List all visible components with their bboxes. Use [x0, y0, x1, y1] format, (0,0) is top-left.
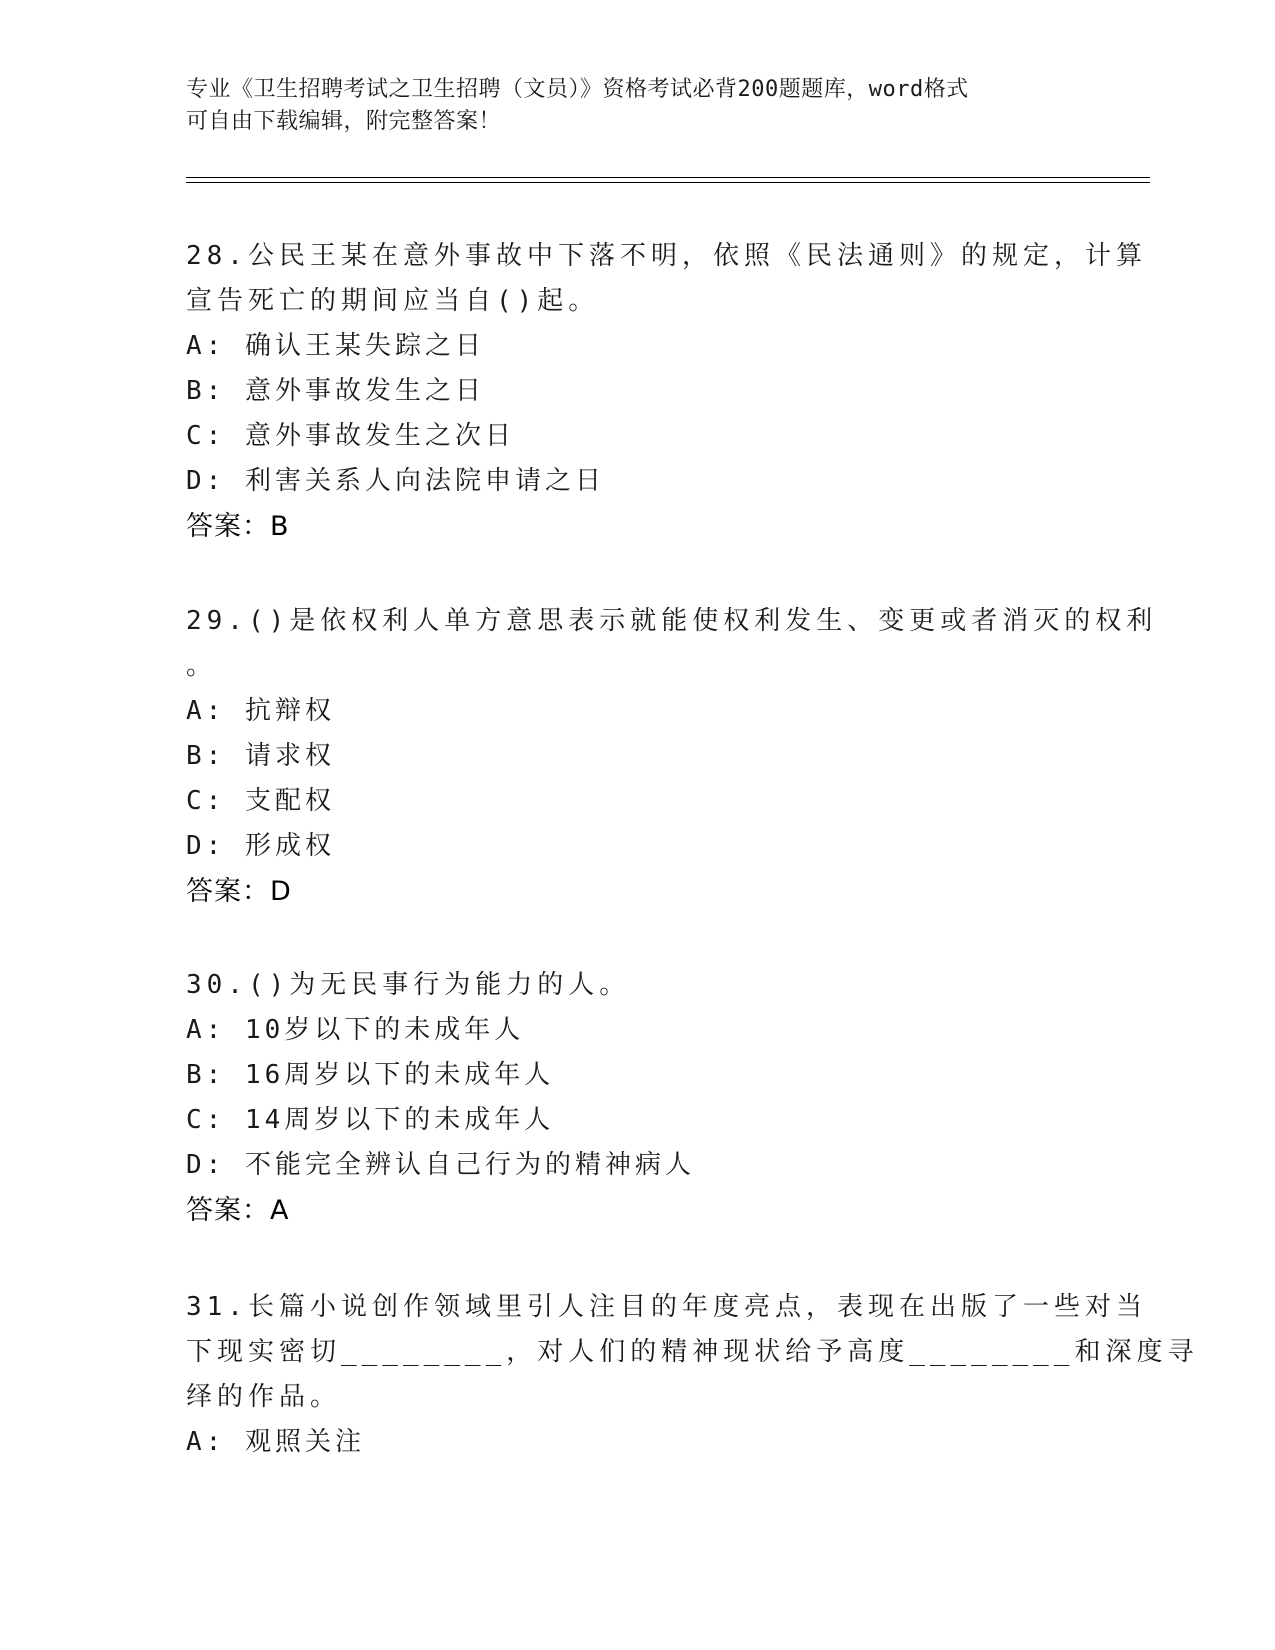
question-stem-line: 31.长篇小说创作领域里引人注目的年度亮点，表现在出版了一些对当: [186, 1292, 1147, 1322]
option-a: A: 10岁以下的未成年人: [186, 1015, 525, 1045]
header-line: 可自由下载编辑，附完整答案！: [186, 109, 502, 134]
option-b: B: 16周岁以下的未成年人: [186, 1060, 555, 1090]
header-divider: [186, 177, 1150, 178]
answer-line: 答案：B: [186, 511, 290, 542]
option-d: D: 利害关系人向法院申请之日: [186, 466, 605, 496]
question-stem-line: 下现实密切________，对人们的精神现状给予高度________和深度寻: [186, 1337, 1199, 1367]
option-d: D: 形成权: [186, 831, 335, 861]
question-stem-line: 绎的作品。: [186, 1382, 342, 1412]
question-block: [186, 599, 1158, 914]
option-c: C: 14周岁以下的未成年人: [186, 1105, 555, 1135]
question-stem-line: 宣告死亡的期间应当自()起。: [186, 286, 600, 316]
document-header: [186, 74, 1066, 138]
header-line: 专业《卫生招聘考试之卫生招聘（文员）》资格考试必背200题题库，word格式: [186, 77, 969, 102]
header-divider: [186, 182, 1150, 183]
option-a: A: 观照关注: [186, 1427, 365, 1457]
question-block: [186, 1285, 1199, 1465]
answer-line: 答案：A: [186, 1195, 290, 1226]
option-b: B: 请求权: [186, 741, 335, 771]
option-c: C: 意外事故发生之次日: [186, 421, 515, 451]
option-c: C: 支配权: [186, 786, 335, 816]
option-d: D: 不能完全辨认自己行为的精神病人: [186, 1150, 695, 1180]
question-block: [186, 963, 1086, 1233]
question-stem-line: 28.公民王某在意外事故中下落不明，依照《民法通则》的规定，计算: [186, 241, 1147, 271]
question-stem-line: 29.()是依权利人单方意思表示就能使权利发生、变更或者消灭的权利: [186, 606, 1158, 636]
question-stem-line: 30.()为无民事行为能力的人。: [186, 970, 631, 1000]
option-a: A: 抗辩权: [186, 696, 335, 726]
question-stem-line: 。: [186, 651, 218, 681]
question-block: [186, 234, 1147, 549]
answer-line: 答案：D: [186, 876, 292, 907]
option-b: B: 意外事故发生之日: [186, 376, 485, 406]
option-a: A: 确认王某失踪之日: [186, 331, 485, 361]
